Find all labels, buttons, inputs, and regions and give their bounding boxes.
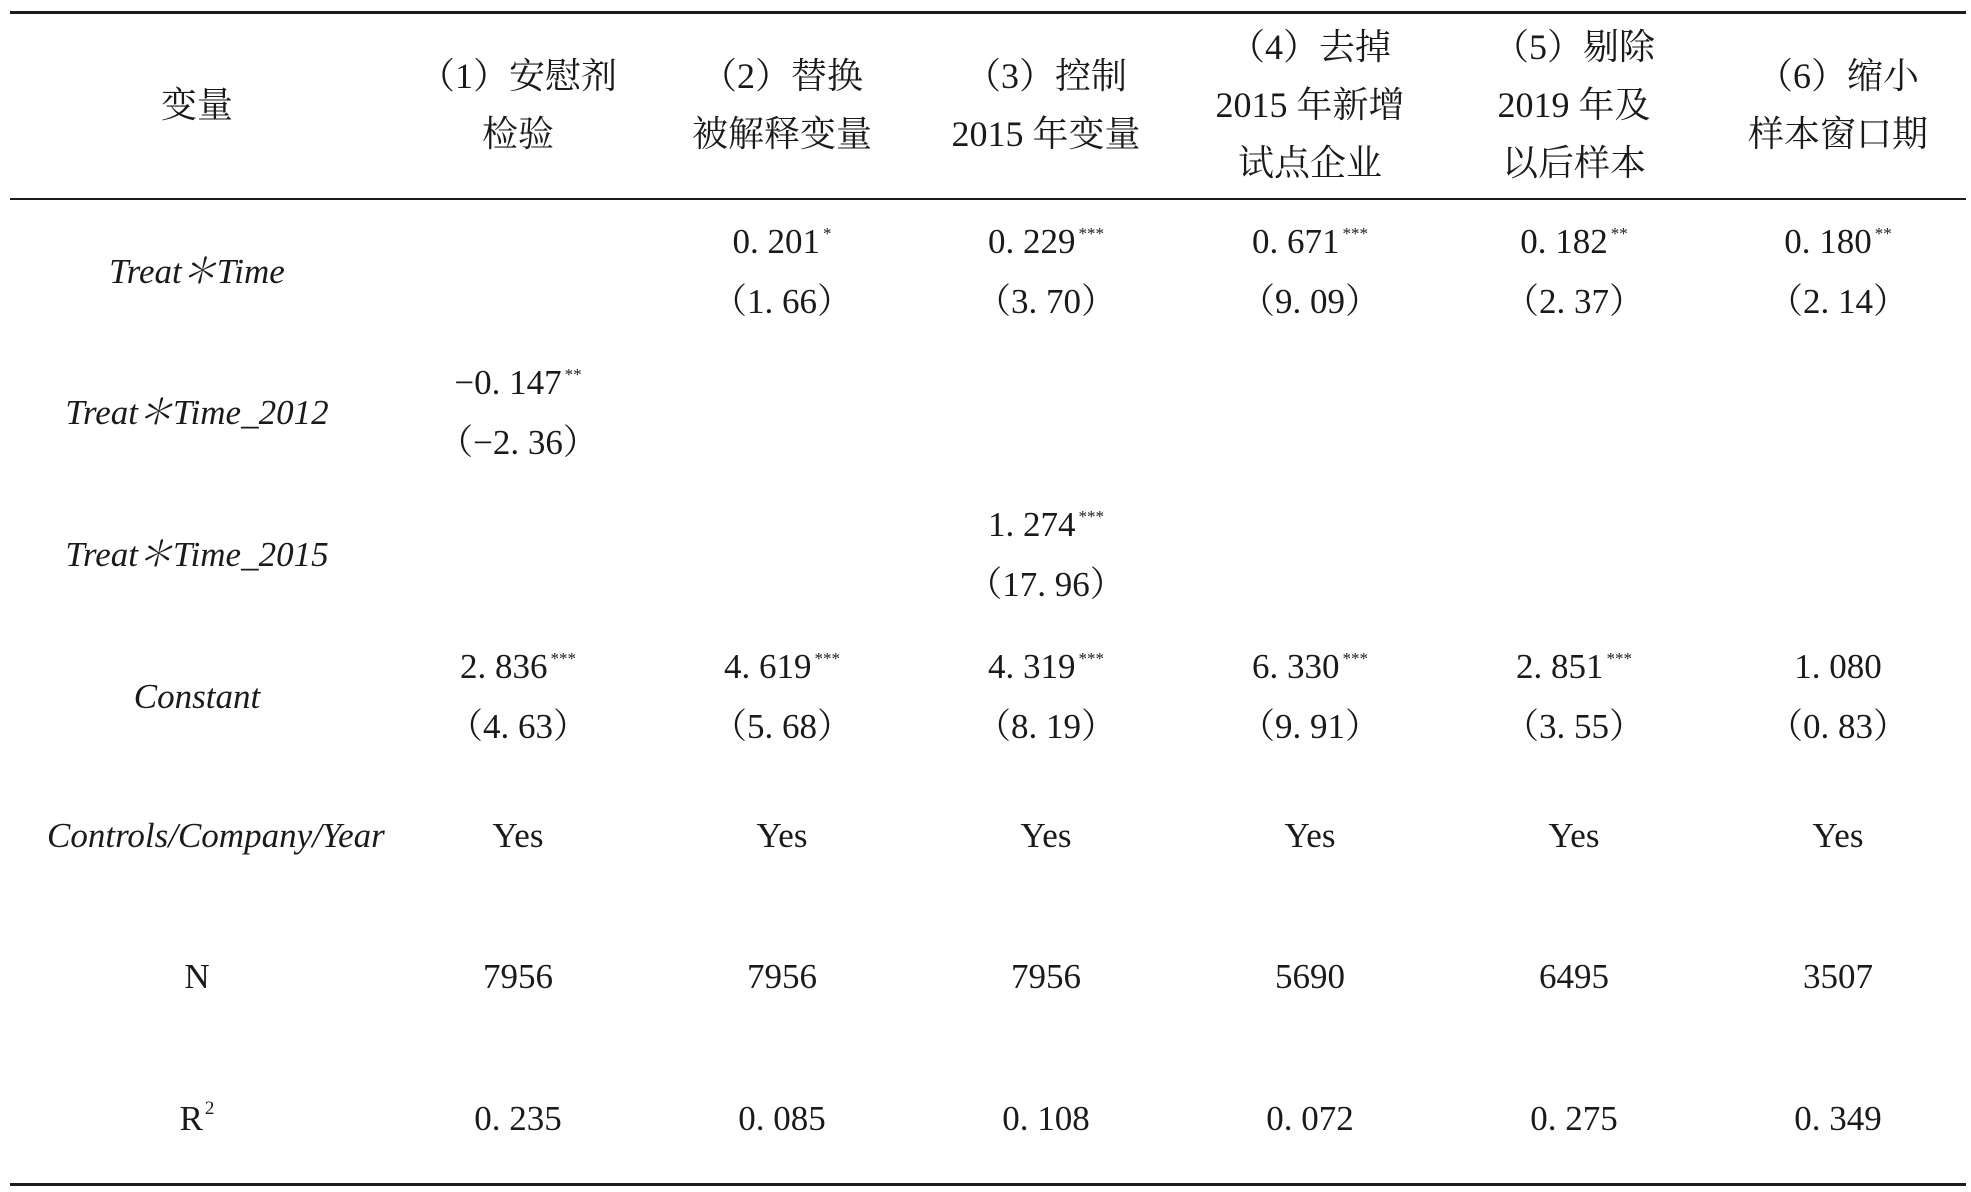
n-value: 7956 [1011,957,1081,996]
significance-stars: *** [550,649,576,668]
controls-value: Yes [1548,816,1600,855]
header-line: 2015 年新增 [1215,85,1405,125]
t-statistic: （8. 19） [975,707,1116,746]
header-line: 检验 [481,114,554,154]
significance-stars: ** [564,365,582,384]
coefficient-number: 1. 274 [988,505,1076,544]
coefficient-value [896,637,1196,697]
coefficient-value [1160,637,1460,697]
coefficient-value [896,212,1196,272]
t-statistic: （1. 66） [711,282,852,321]
row-label: Treat＊Time_2012 [65,393,329,432]
significance-stars: ** [1610,224,1628,243]
header-line: 样本窗口期 [1747,114,1928,154]
row-label-text: R [179,1099,203,1138]
controls-value: Yes [1020,816,1072,855]
coefficient-value [1424,637,1724,697]
controls-value: Yes [756,816,808,855]
header-line: 试点企业 [1237,143,1382,183]
header-rule [10,198,1966,200]
row-label: Constant [133,677,261,716]
row-label-text: Controls/Company/Year [47,816,385,855]
coefficient-cell [1424,212,1724,332]
significance-stars: *** [1078,224,1104,243]
significance-stars: *** [1078,507,1104,526]
coefficient-cell [1424,637,1724,757]
coefficient-number: 4. 619 [724,647,812,686]
header-line: 被解释变量 [691,114,872,154]
n-value: 3507 [1803,957,1873,996]
significance-stars: *** [814,649,840,668]
header-line: （3）控制 [964,56,1127,96]
coefficient-number: 4. 319 [988,647,1076,686]
coefficient-number: 2. 851 [1516,647,1604,686]
header-line: 以后样本 [1501,143,1646,183]
row-label-r2 [47,1096,347,1142]
coefficient-number: 1. 080 [1794,647,1882,686]
coefficient-cell [632,212,932,332]
coefficient-value [1688,212,1971,272]
t-statistic: （9. 91） [1239,707,1380,746]
header-line: 变量 [160,85,233,125]
top-rule [10,11,1966,14]
coefficient-number: 6. 330 [1252,647,1340,686]
coefficient-cell [1688,212,1971,332]
row-label-n [47,954,347,1000]
header-line: 2015 年变量 [951,114,1141,154]
coefficient-number: 0. 182 [1520,222,1608,261]
t-statistic: （9. 09） [1239,282,1380,321]
coefficient-cell [896,637,1196,757]
header-line: 2019 年及 [1497,85,1651,125]
coefficient-number: 0. 229 [988,222,1076,261]
coefficient-number: −0. 147 [454,363,562,402]
n-value: 7956 [747,957,817,996]
header-line: （1）安慰剂 [418,56,617,96]
t-statistic: （3. 55） [1503,707,1644,746]
header-variable [47,76,347,134]
header-column-3 [896,47,1196,163]
row-label-text: N [184,957,210,996]
significance-stars: *** [1342,224,1368,243]
header-line: （5）剔除 [1492,27,1655,67]
row-label-superscript: 2 [204,1098,215,1119]
coefficient-value [368,353,668,413]
controls-value: Yes [492,816,544,855]
row-label: Treat＊Time [109,252,285,291]
significance-stars: ** [1874,224,1892,243]
n-value: 7956 [483,957,553,996]
header-column-4 [1160,18,1460,192]
r2-value: 0. 349 [1794,1099,1882,1138]
coefficient-cell [1688,637,1971,757]
coefficient-number: 0. 180 [1784,222,1872,261]
r2-value: 0. 108 [1002,1099,1090,1138]
coefficient-cell [1160,212,1460,332]
coefficient-value [1160,212,1460,272]
t-statistic: （2. 14） [1767,282,1908,321]
t-statistic: （−2. 36） [438,423,598,462]
significance-stars: * [823,224,832,243]
bottom-rule [10,1183,1966,1186]
coefficient-cell [896,495,1196,615]
significance-stars: *** [1342,649,1368,668]
header-column-1 [368,47,668,163]
t-statistic: （17. 96） [967,565,1125,604]
significance-stars: *** [1606,649,1632,668]
header-line: （6）缩小 [1756,56,1919,96]
t-statistic: （5. 68） [711,707,852,746]
header-line: （2）替换 [700,56,863,96]
row-label-controls [47,813,385,859]
r2-value: 0. 085 [738,1099,826,1138]
coefficient-value [1424,212,1724,272]
coefficient-number: 0. 201 [732,222,820,261]
coefficient-value [896,495,1196,555]
n-value: 5690 [1275,957,1345,996]
coefficient-number: 0. 671 [1252,222,1340,261]
coefficient-cell [896,212,1196,332]
t-statistic: （4. 63） [447,707,588,746]
controls-value: Yes [1812,816,1864,855]
t-statistic: （3. 70） [975,282,1116,321]
header-column-2 [632,47,932,163]
coefficient-cell [1160,637,1460,757]
r2-value: 0. 275 [1530,1099,1618,1138]
header-line: （4）去掉 [1228,27,1391,67]
coefficient-cell [368,637,668,757]
n-value: 6495 [1539,957,1609,996]
coefficient-cell [368,353,668,473]
coefficient-cell [632,637,932,757]
row-label: Treat＊Time_2015 [65,535,329,574]
header-column-5 [1424,18,1724,192]
t-statistic: （2. 37） [1503,282,1644,321]
t-statistic: （0. 83） [1767,707,1908,746]
coefficient-number: 2. 836 [460,647,548,686]
coefficient-value [632,212,932,272]
coefficient-value [368,637,668,697]
controls-value: Yes [1284,816,1336,855]
r2-value: 0. 072 [1266,1099,1354,1138]
r2-value: 0. 235 [474,1099,562,1138]
coefficient-value [632,637,932,697]
header-column-6 [1688,47,1971,163]
significance-stars: *** [1078,649,1104,668]
coefficient-value [1688,637,1971,697]
